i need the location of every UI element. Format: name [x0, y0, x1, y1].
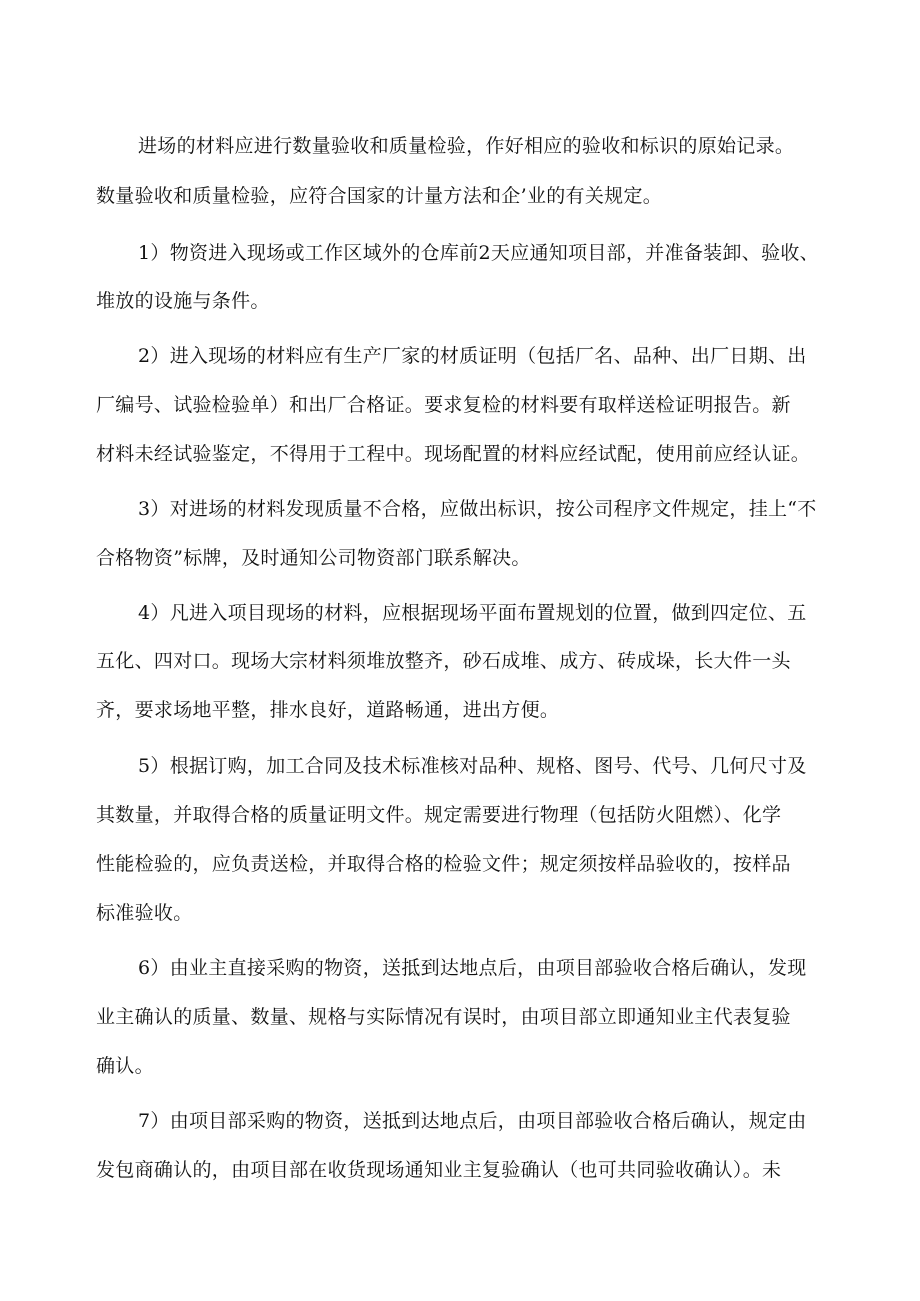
text-line: 确认。: [96, 1055, 154, 1077]
text-line: 6）由业主直接采购的物资，送抵到达地点后，由项目部验收合格后确认，发现: [138, 957, 807, 979]
text-line: 堆放的设施与条件。: [96, 290, 270, 312]
text-line: 数量验收和质量检验，应符合国家的计量方法和企’业的有关规定。: [96, 185, 663, 207]
text-line: 1）物资进入现场或工作区域外的仓库前2天应通知项目部，并准备装卸、验收、: [138, 242, 819, 264]
text-line: 齐，要求场地平整，排水良好，道路畅通，进出方便。: [96, 699, 560, 721]
text-line: 其数量，并取得合格的质量证明文件。规定需要进行物理（包括防火阻燃）、化学: [96, 804, 782, 826]
text-line: 性能检验的，应负责送检，并取得合格的检验文件；规定须按样品验收的，按样品: [96, 853, 791, 875]
text-line: 材料未经试验鉴定，不得用于工程中。现场配置的材料应经试配，使用前应经认证。: [96, 443, 811, 465]
text-line: 厂编号、试验检验单）和出厂合格证。要求复检的材料要有取样送检证明报告。新: [96, 394, 791, 416]
text-line: 标准验收。: [96, 902, 193, 924]
text-line: 进场的材料应进行数量验收和质量检验，作好相应的验收和标识的原始记录。: [138, 135, 795, 157]
text-line: 4）凡进入项目现场的材料，应根据现场平面布置规划的位置，做到四定位、五: [138, 602, 807, 624]
text-line: 合格物资”标牌，及时通知公司物资部门联系解决。: [96, 547, 531, 569]
text-line: 5）根据订购，加工合同及技术标准核对品种、规格、图号、代号、几何尺寸及: [138, 755, 807, 777]
text-line: 五化、四对口。现场大宗材料须堆放整齐，砂石成堆、成方、砖成垛，长大件一头: [96, 650, 791, 672]
text-line: 7）由项目部采购的物资，送抵到达地点后，由项目部验收合格后确认，规定由: [138, 1110, 807, 1132]
text-line: 发包商确认的，由项目部在收货现场通知业主复验确认（也可共同验收确认）。未: [96, 1159, 782, 1181]
text-line: 2）进入现场的材料应有生产厂家的材质证明（包括厂名、品种、出厂日期、出: [138, 345, 807, 367]
text-line: 3）对进场的材料发现质量不合格，应做出标识，按公司程序文件规定，挂上“不: [138, 498, 817, 520]
text-line: 业主确认的质量、数量、规格与实际情况有误时，由项目部立即通知业主代表复验: [96, 1006, 791, 1028]
